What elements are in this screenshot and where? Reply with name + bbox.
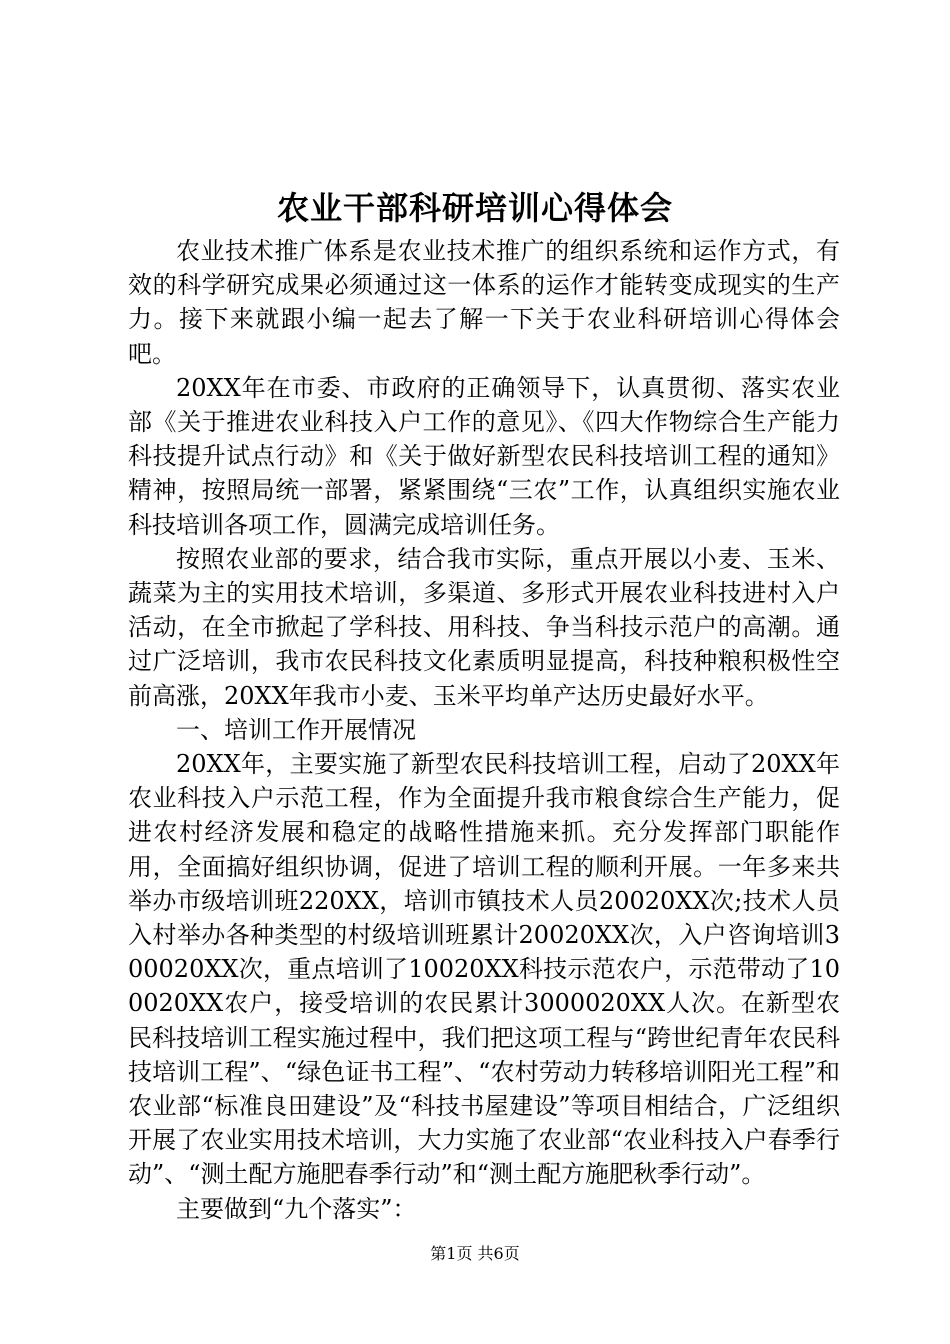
- paragraph-background: 20XX年在市委、市政府的正确领导下，认真贯彻、落实农业部《关于推进农业科技入户工作的意见》、《四大作物综合生产能力科技提升试点行动》和《关于做好新型农民科技培训工程的通知》精神，按照局统一部署，紧紧围绕“三农”工作，认真组织实施农业科技培训各项工作，圆满完成培训任务。: [128, 373, 840, 539]
- paragraph-nine-implementations: 主要做到“九个落实”：: [176, 1194, 417, 1223]
- page-footer: 第1页 共6页: [430, 1244, 520, 1263]
- paragraph-requirements: 按照农业部的要求，结合我市实际，重点开展以小麦、玉米、蔬菜为主的实用技术培训，多渠道、多形式开展农业科技进村入户活动，在全市掀起了学科技、用科技、争当科技示范户的高潮。通过广泛培训，我市农民科技文化素质明显提高，科技种粮积极性空前高涨，20XX年我市小麦、玉米平均单产达历史最好水平。: [128, 544, 840, 710]
- paragraph-training-details: 20XX年，主要实施了新型农民科技培训工程，启动了20XX年农业科技入户示范工程，作为全面提升我市粮食综合生产能力，促进农村经济发展和稳定的战略性措施来抓。充分发挥部门职能作用，全面搞好组织协调，促进了培训工程的顺利开展。一年多来共举办市级培训班220XX，培训市镇技术人员20020XX次;技术人员入村举办各种类型的村级培训班累计20020XX次，入户咨询培训300020XX次，重点培训了10020XX科技示范农户，示范带动了100020XX农户，接受培训的农民累计3000020XX人次。在新型农民科技培训工程实施过程中，我们把这项工程与“跨世纪青年农民科技培训工程”、“绿色证书工程”、“农村劳动力转移培训阳光工程”和农业部“标准良田建设”及“科技书屋建设”等项目相结合，广泛组织开展了农业实用技术培训，大力实施了农业部“农业科技入户春季行动”、“测土配方施肥春季行动”和“测土配方施肥秋季行动”。: [128, 750, 840, 1189]
- paragraph-intro: 农业技术推广体系是农业技术推广的组织系统和运作方式，有效的科学研究成果必须通过这一体系的运作才能转变成现实的生产力。接下来就跟小编一起去了解一下关于农业科研培训心得体会吧。: [128, 237, 840, 368]
- document-title: 农业干部科研培训心得体会: [276, 189, 673, 227]
- document-body: [128, 234, 840, 1226]
- section-heading-training-progress: 一、培训工作开展情况: [176, 715, 416, 744]
